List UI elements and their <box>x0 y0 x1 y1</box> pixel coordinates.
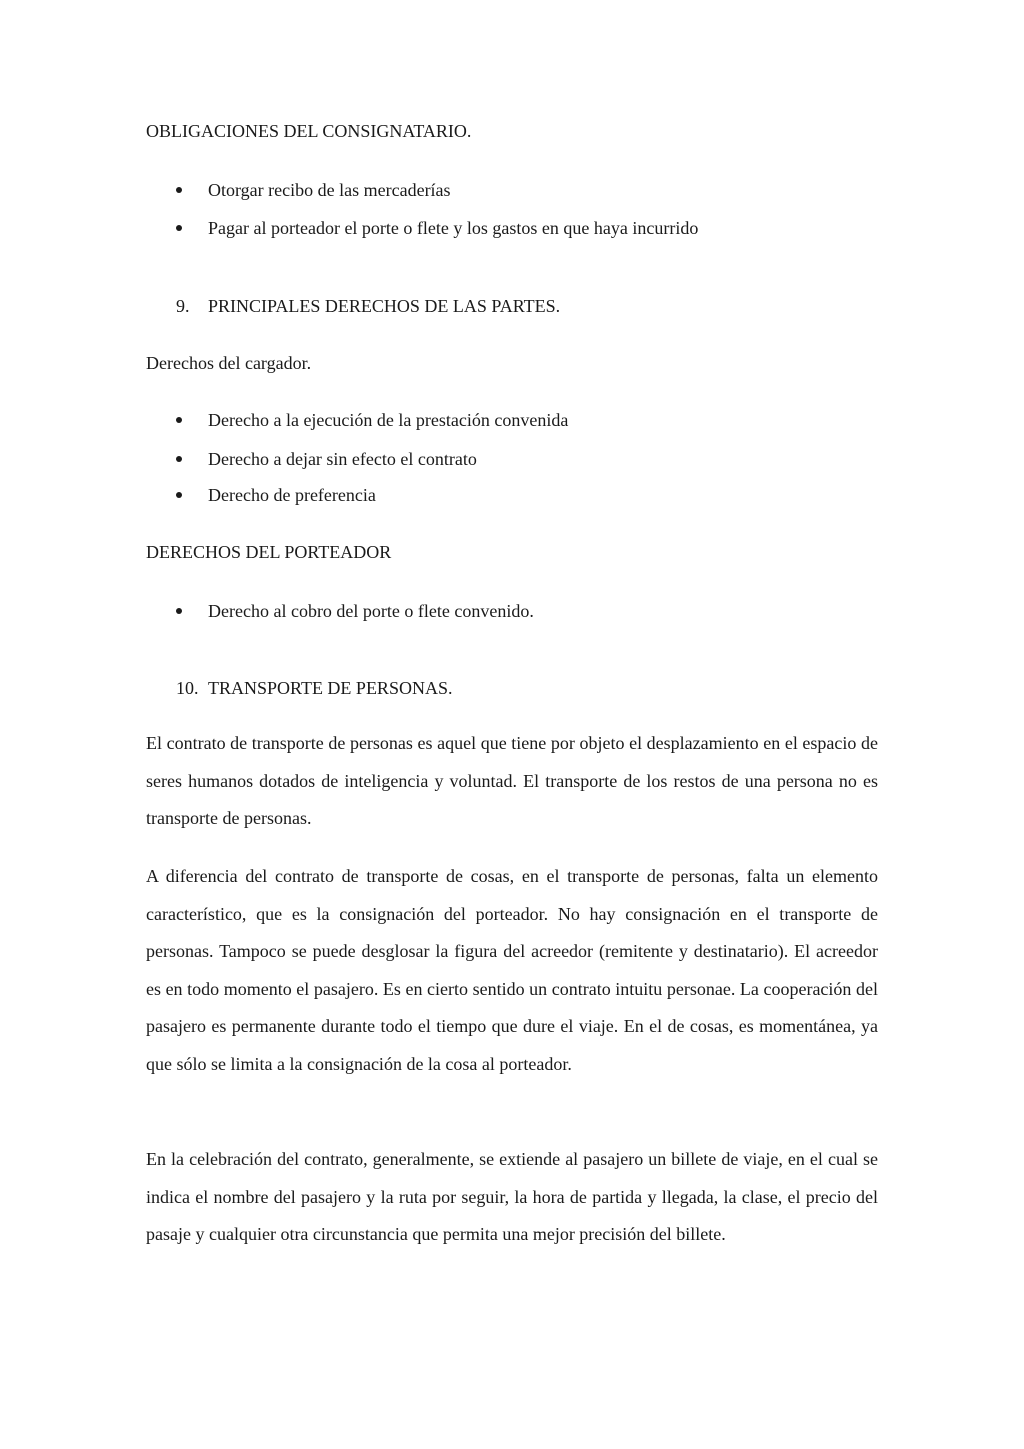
list-item-text: Otorgar recibo de las mercaderías <box>208 180 451 200</box>
list-item-text: Derecho a la ejecución de la prestación convenida <box>208 410 569 430</box>
section-title: PRINCIPALES DERECHOS DE LAS PARTES. <box>208 296 561 316</box>
bullet-icon <box>176 187 182 193</box>
paragraph: A diferencia del contrato de transporte de cosas, en el transporte de personas, falta un elemento característico, que es la consignación del porteador. No hay consignación en el transporte de personas. Tampoco se puede desglosar la figura del acreedor (remitente y destinatario). El acreedor es en todo momento el pasajero. Es en cierto sentido un contrato intuitu personae. La cooperación del pasajero es permanente durante todo el tiempo que dure el viaje. En el de cosas, es momentánea, ya que sólo se limita a la consignación de la cosa al porteador. <box>146 866 878 1074</box>
section-number: 10. <box>176 678 199 698</box>
bullet-icon <box>176 225 182 231</box>
bullet-icon <box>176 456 182 462</box>
paragraph: En la celebración del contrato, generalmente, se extiende al pasajero un billete de viaje, en el cual se indica el nombre del pasajero y la ruta por seguir, la hora de partida y llegada, la clase, el precio del pasaje y cualquier otra circunstancia que permita una mejor precisión del billete. <box>146 1149 878 1245</box>
list-item-text: Derecho al cobro del porte o flete convenido. <box>208 601 534 621</box>
list-item-text: Pagar al porteador el porte o flete y los gastos en que haya incurrido <box>208 218 699 238</box>
list-item-text: Derecho de preferencia <box>208 485 376 505</box>
bullet-icon <box>176 417 182 423</box>
section-title: TRANSPORTE DE PERSONAS. <box>208 678 453 698</box>
list-item-text: Derecho a dejar sin efecto el contrato <box>208 449 477 469</box>
paragraph: El contrato de transporte de personas es aquel que tiene por objeto el desplazamiento en el espacio de seres humanos dotados de inteligencia y voluntad. El transporte de los restos de una persona no es transporte de personas. <box>146 733 878 829</box>
bullet-icon <box>176 608 182 614</box>
shipper-rights-heading: Derechos del cargador. <box>146 353 312 373</box>
consignee-obligations-heading: OBLIGACIONES DEL CONSIGNATARIO. <box>146 121 472 141</box>
carrier-rights-heading: DERECHOS DEL PORTEADOR <box>146 542 392 562</box>
section-number: 9. <box>176 296 190 316</box>
bullet-icon <box>176 492 182 498</box>
